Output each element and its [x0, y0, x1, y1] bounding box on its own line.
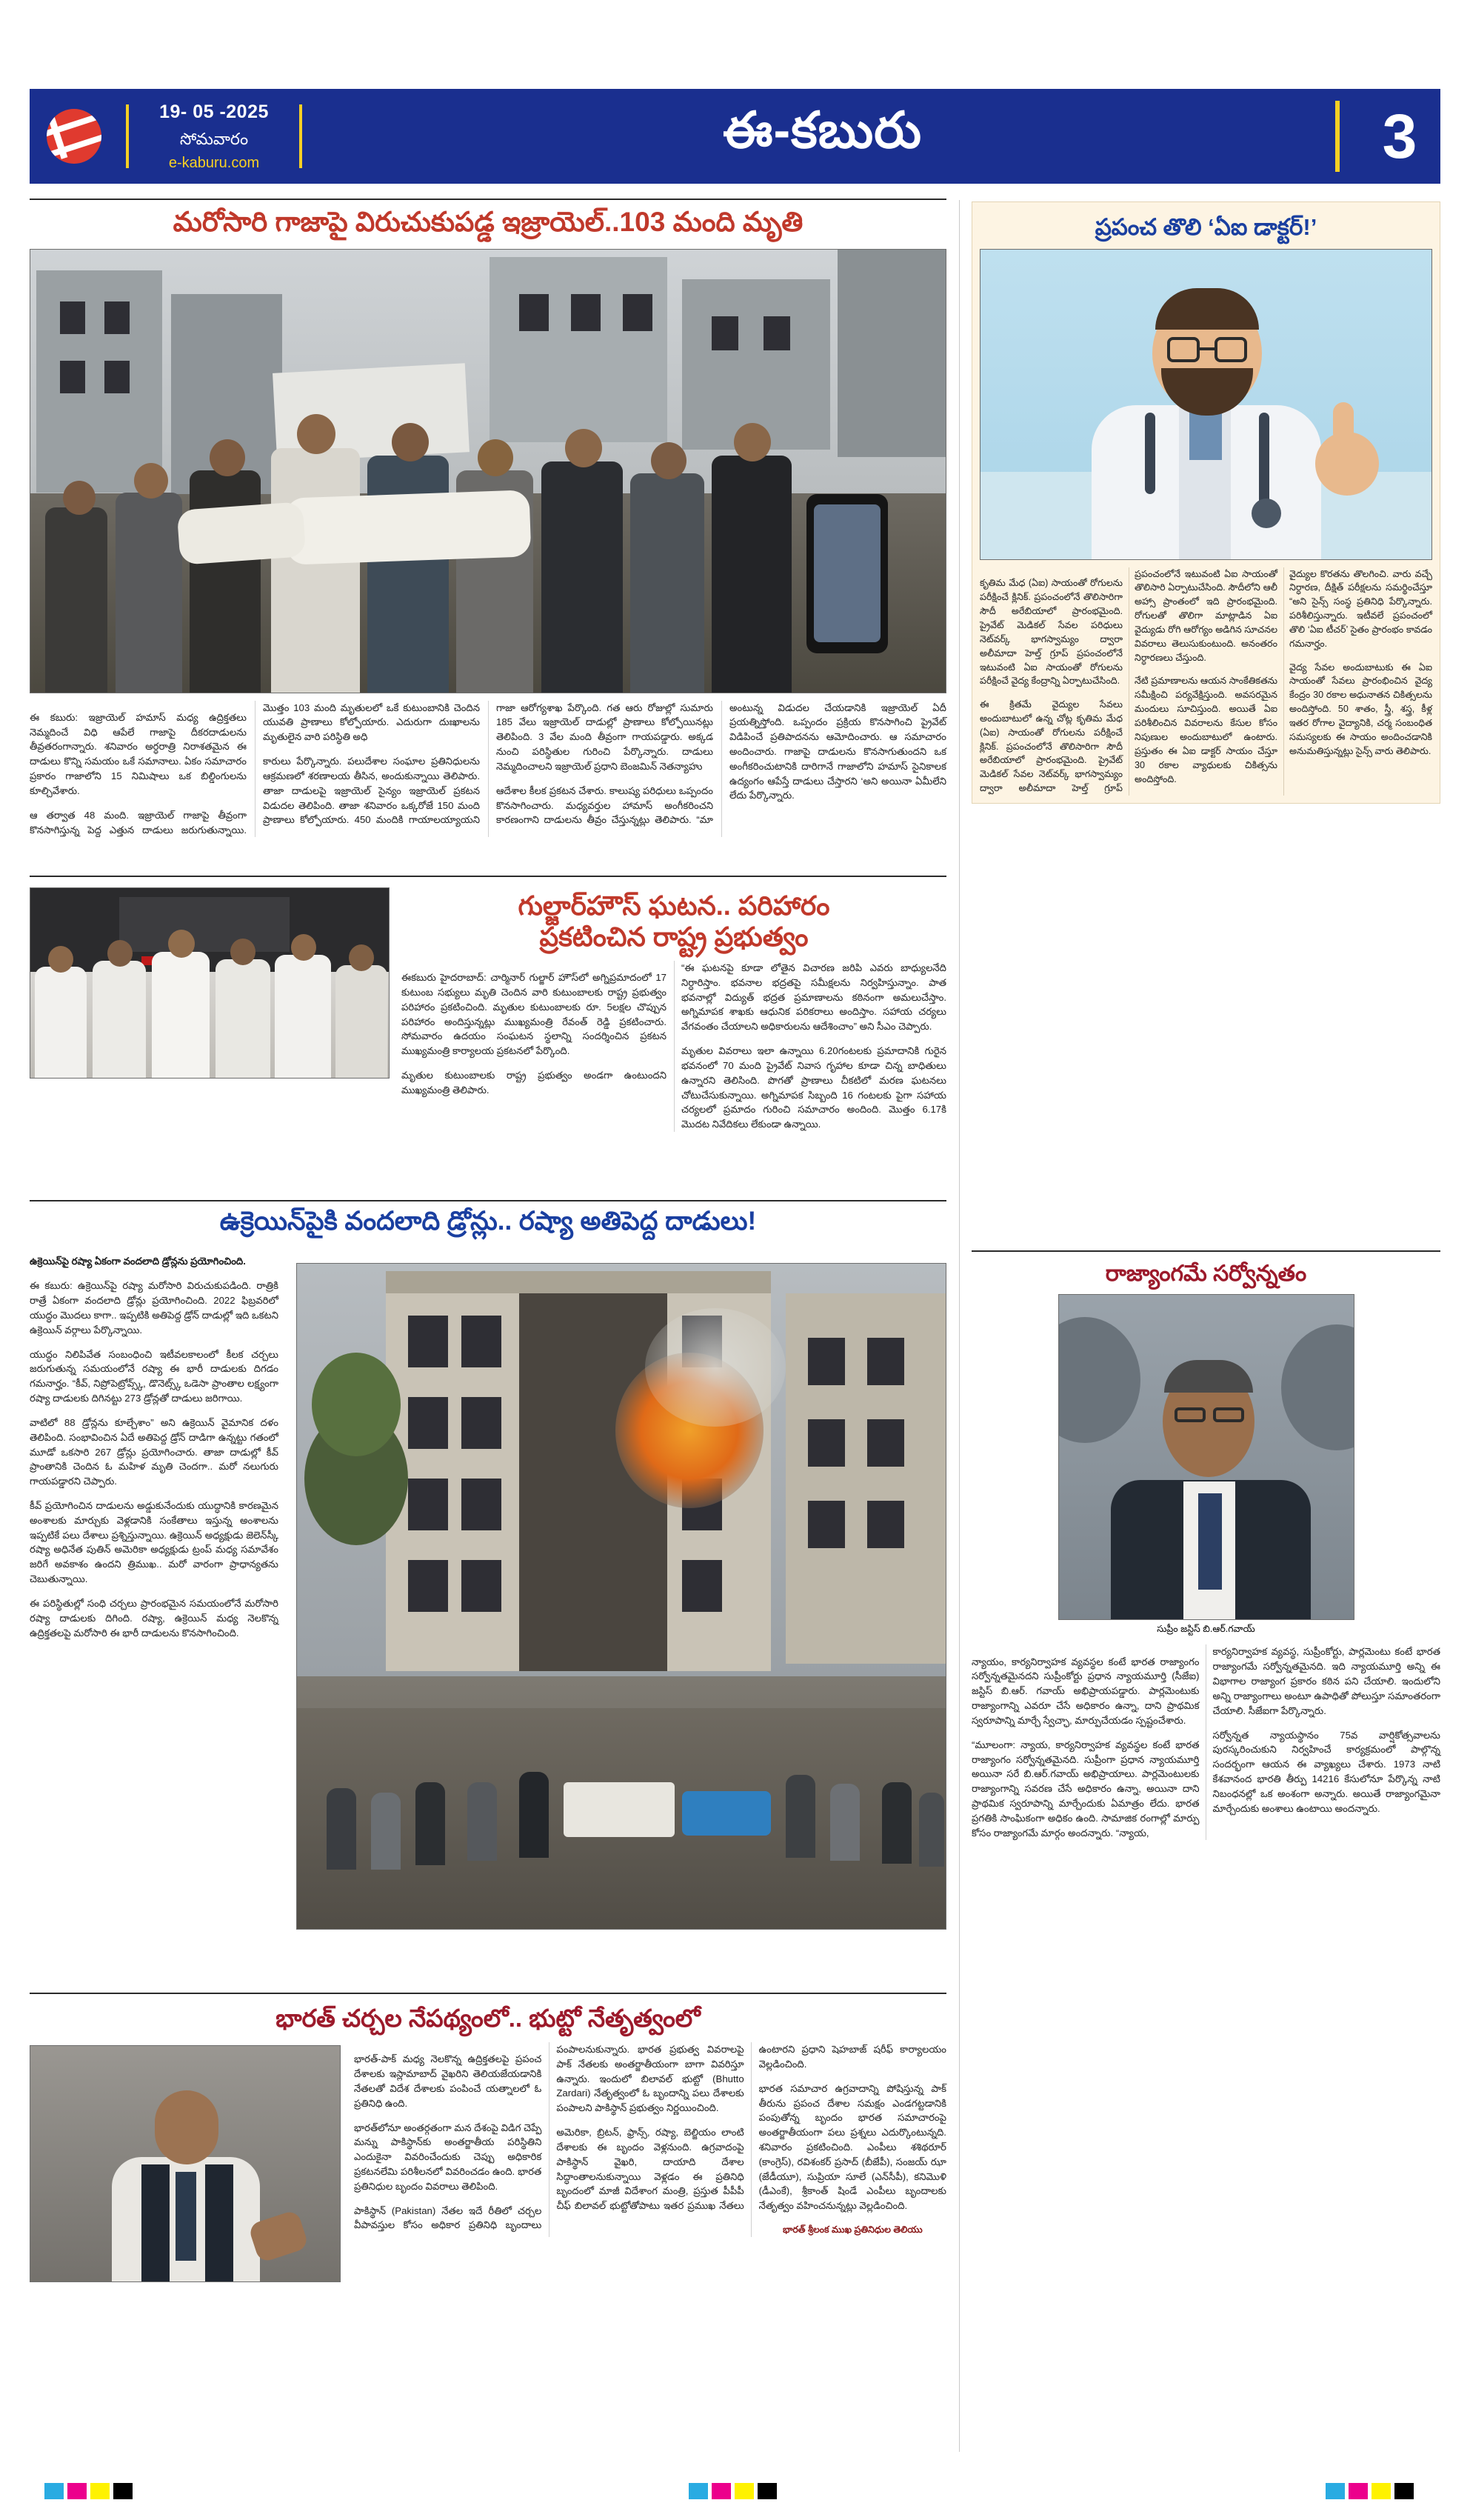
masthead-day: సోమవారం	[179, 129, 249, 148]
registration-swatches-mid	[689, 2483, 777, 2499]
swatch-magenta	[1349, 2483, 1368, 2499]
masthead-divider-1	[126, 104, 129, 168]
article-bhutto-body	[354, 2042, 946, 2237]
article-constitution-supreme	[972, 1261, 1440, 1840]
photo-justice-gavai	[1058, 1294, 1354, 1620]
paragraph: అమెరికా, బ్రిటన్, ఫ్రాన్స్, రష్యా, బెల్జియం లాంటి దేశాలకు ఈ బృందం వెళ్లనుంది. ఉగ్రవాదంపై పాకిస్థాన్ వైఖరి, దాయాది దేశాల సిద్ధాంతాలనుకున్నాయి వెళ్లడం ఈ ప్రతినిధి బృందంలో మాజీ విదేశాంగ మంత్రి, ప్రస్తుత పీపీపీ చీఫ్ బిలావల్ భుట్టోతోపాటు ఇతర ప్రముఖ నేతలు ఉంటారని ప్రధాని షెహబాజ్ షరీఫ్ కార్యాలయం వెల్లడించింది.	[556, 2043, 946, 2212]
paragraph: వాటిలో 88 డ్రోన్లను కూల్చేశాం” అని ఉక్రెయిన్ వైమానిక దళం తెలిపింది. సంభావించిన ఏదే అతిపెద్ద డ్రోన్ దాడిగా ఉన్నట్టు గతంలో మూడో ఒకసారి 267 డ్రోన్లు ప్రయోగించారు. తాజా దాడుల్లో కీవ్ ప్రాంతానికి చెందిన ఓ మహిళ మృతి చెందగా.. మరో నలుగురు గాయపడ్డారని చెప్పారు.	[30, 1416, 278, 1487]
kicker: ఉక్రెయిన్‌పై రష్యా ఏకంగా వందలాది డ్రోన్లను ప్రయోగించింది.	[30, 1256, 246, 1267]
paragraph: సర్వోన్నత న్యాయస్థానం 75వ వార్షికోత్సవాలను పురస్కరించుకుని నిర్వహించే కార్యక్రమంలో పాల్గొన్న సందర్భంగా ఆయన ఈ వ్యాఖ్యలు చేశారు. 1973 నాటి కేశవానంద భారతి తీర్పు 14216 కేసులోనూ పేర్కొన్న నాటి నిబంధనల్లో ఒక అంశంగా అన్నారు. అయితే రాజ్యాంగమైనా మార్చేందుకు అంశాలు ఉంటాయి అందన్నారు.	[1212, 1729, 1440, 1814]
photo-ai-doctor-illustration	[980, 249, 1432, 560]
column-divider	[959, 200, 960, 2452]
masthead-divider-3	[1335, 101, 1340, 172]
swatch-cyan	[1326, 2483, 1345, 2499]
photo-gaza-funeral-procession	[30, 249, 946, 693]
page-inner	[30, 89, 1440, 2467]
globe-icon	[47, 109, 101, 164]
headline-gaza: మరోసారి గాజాపై విరుచుకుపడ్డ ఇజ్రాయెల్..103 మంది మృతి	[173, 207, 804, 237]
paragraph: “ఈ ఘటనపై కూడా లోతైన విచారణ జరిపి ఎవరు బాధ్యులనేది నిర్ధారిస్తాం. భవనాల భద్రతపై సమీక్షలను నిర్వహిస్తున్నాం. పాత భవనాల్లో విద్యుత్ భద్రత ప్రమాణాలను కఠినంగా అమలుచేస్తాం. అగ్నిమాపక శాఖకు ఆధునిక పరికరాలు అందిస్తాం. సహాయ చర్యలు వేగవంతం చేయాలని అధికారులను ఆదేశించాం” అని సీఎం చెప్పారు.	[681, 961, 946, 1033]
masthead-title-wrap	[310, 101, 1335, 172]
page-number: 3	[1382, 101, 1417, 171]
paragraph: భారత సమాచార ఉగ్రవాదాన్ని పోషిస్తున్న పాక్ తీరును ప్రపంచ దేశాల సమక్షం ఎండగట్టడానికి పంపుతోన్న బృందం భారత సమాచారంపై అంతర్జాతీయంగా పలు ప్రశ్నలు ఎదుర్కొంటున్నది. శనివారం ప్రకటించింది. ఎంపీలు శశిథరూర్ (కాంగ్రెస్), రవిశంకర్ ప్రసాద్ (బీజేపీ), సంజయ్ ఝా (జేడీయూ), సుప్రియా సూలే (ఎన్‌సీపీ), కనిమొళి (డీఎంకే), శ్రీకాంత్ షిండే ఎంపీలు బృందాలకు నేతృత్వం వహించనున్నట్లు వెల్లడించింది.	[758, 2082, 946, 2212]
article-ai-doctor	[972, 201, 1440, 804]
paragraph: ఆదేశాల కీలక ప్రకటన చేశారు. కాలుష్య పరిధులు ఒప్పందం కొనసాగించారు. మధ్యవర్తుల హామాస్ అంగీకరించని కారణంగాని దాడులను తీవ్రం చేస్తున్నట్లు తెలిపారు. “మా అంటున్న విడుదల చేయడానికి ఇజ్రాయెల్ ఏదీ ప్రయత్నిస్తోంది. ఒప్పందం ప్రక్రియ కొనసాగించి ప్రైవేట్ విడిపించే ప్రతిపాదనను ఆమోదించారు. ఆ సమాచారం అందించారు. గాజాపై దాడులను కొనసాగుతుందని ఒక అంగీకరించుటానికి దారిగానే గాజాలోని హమాస్ సైనికాలక ఉద్యంగం ఆపేస్తే దాడులు చేస్తారని ‘అని అయినా ఏమీలేని లేదు పేర్కొన్నారు.	[496, 701, 946, 826]
photo-bilawal-bhutto	[30, 2045, 341, 2282]
paragraph: భారత్-పాక్ మధ్య నెలకొన్న ఉద్రిక్తతలపై ప్రపంచ దేశాలకు ఇస్లామాబాద్ వైఖరిని తెలియజేయడానికి నేతలతో విదేశ దేశాలకు పంపించే యత్నాలలో ఓ ప్రతినిధి ఉంది.	[354, 2053, 542, 2109]
masthead-date: 19- 05 -2025	[159, 101, 269, 123]
article-bhutto-delegation	[30, 2000, 946, 2282]
paragraph: కారులు పేర్కొన్నారు. పలుదేశాల సంఘాల ప్రతినిధులను ఆక్రమణలో శరణాలయ తీసిన, అందుకున్నాయి తెలిపారు. తాజా దాడులపై ఇజ్రాయెల్ సైన్యం ఇజ్రాయెల్ ప్రకటన విడుదల తెలిపింది. తాజా శనివారం ఒక్కరోజే 150 మంది ప్రాణాలు కోల్పోయారు. 450 మందికి గాయాలయ్యాయని గాజా ఆరోగ్యశాఖ పేర్కొంది. గత ఆరు రోజుల్లో సుమారు 185 వేలు ఇజ్రాయెల్ దాడుల్లో ప్రాణాలు కోల్పోయినట్లు తెలిపింది. 3 వేల మంది తీవ్రంగా గాయపడ్డారు. అక్కడ నుంచి పరిస్థితుల గురించి పేర్కొన్నారు. దాడులు నెమ్మదించాలని ఇజ్రాయెల్ ప్రధాని బెంజమిన్ నెతన్యాహు	[263, 701, 713, 826]
paragraph: నేటి ప్రమాణాలను ఆయన సాంకేతికతను సమీక్షించి పర్యవేక్షిస్తుంది. అవసరమైన మందులు సూచిస్తుంది. అయితే ఏఐ పరిశీలించిన వివరాలను కేసుల కోసం నిపుణుల అందుబాటులో ఉంటారు. ప్రస్తుతం ఈ ఏఐ డాక్టర్ సాయం చేస్తూ 30 రకాల వ్యాధులకు చికిత్సను అందిస్తోంది.	[1135, 676, 1277, 784]
swatch-cyan	[44, 2483, 64, 2499]
paragraph: కృతిమ మేధ (ఏఐ) సాయంతో రోగులను పరీక్షించే క్లినిక్. ప్రపంచంలోనే తొలిసారిగా సౌదీ అరేబియాలో ప్రారంభమైంది. ప్రైవేట్ మెడికల్ సేవల పరిధులు నెట్‌వర్క్ భాగస్వామ్యం ద్వారా అలీమాదా హెల్త్ గ్రూప్ ప్రపంచంలోనే ఇటువంటి ఏఐ సాయంతో రోగులను పరీక్షించే వైద్య కేంద్రాన్ని ఏర్పాటుచేసింది.	[980, 578, 1123, 687]
swatch-black	[113, 2483, 133, 2499]
paragraph: ఈకబురు హైదరాబాద్: చార్మినార్ గుల్జార్ హౌస్‌లో అగ్నిప్రమాదంలో 17 కుటుంబ సభ్యులు మృతి చెందిన వారి కుటుంబాలకు రాష్ట్ర ప్రభుత్వం పరిహారం ప్రకటించింది. మృతుల కుటుంబాలకు రూ. 5లక్షల చొప్పున పరిహారం అందిస్తున్నట్లు ముఖ్యమంత్రి రేవంత్ రెడ్డి ప్రకటించారు. సోమవారం ఉదయం సంఘటన స్థలాన్ని సందర్శించిన ప్రకటన ముఖ్యమంత్రి కార్యాలయ ప్రకటనలో పేర్కొంది.	[401, 972, 666, 1057]
publication-logo	[30, 89, 118, 184]
paragraph: వైద్యుల కొరతను తొలగించి. వారు వచ్చే నిర్ధారణ, దీక్షిత్ పరీక్షలను సమర్థించేస్తూ “అని సైన్స్ సంస్థ ప్రతినిధి పేర్కొన్నారు. పరిశీలిస్తున్నారు. ఇటీవలే ప్రపంచంలో తొలి ‘ఏఐ టీచర్’ సైతం ప్రారంభం కావడం గమనార్హం.	[1289, 568, 1432, 650]
paragraph: మృతుల వివరాలు ఇలా ఉన్నాయి 6.20గంటలకు ప్రమాదానికి గురైన భవనంలో 70 మంది ప్రైవేట్ నివాస గృహాల కూడా చిన్న బాధితులు ఉన్నారని తెలిసింది. పొగతో ప్రాణాలు చీకటిలో మరణ ఘటనలు చోటుచేసుకున్నాయి. అగ్నిమాపక సిబ్బంది 16 గంటలకు పైగా సహాయ చర్యలలో ప్రమాదం గురించి సమాచారం అందింది. మొత్తం 6.17కి మొదట నివేదికలు లేకుండా ఉన్నాయి.	[681, 1045, 946, 1130]
right-column	[972, 201, 1440, 804]
masthead-date-block	[136, 98, 292, 175]
paragraph: ఈ పరిస్థితుల్లో సంధి చర్చలు ప్రారంభమైన సమయంలోనే మరోసారి రష్యా దాడులకు దిగింది. రష్యా, ఉక్రెయిన్ మధ్య నెలకొన్న ఉద్రిక్తతలపై మరోసారి ఈ భారీ దాడులను కొనసాగించింది.	[30, 1598, 278, 1639]
paragraph: ఈ క్రితమే వైద్యుల సేవలు అందుబాటులో ఉన్న చోట్ల కృతిమ మేధ (ఏఐ) సాయంతో రోగులను పరీక్షించే క్లినిక్. ప్రపంచంలోనే తొలిసారిగా సౌదీ అరేబియాలో ప్రారంభమైంది. ప్రైవేట్ మెడికల్ సేవల నెట్‌వర్క్ భాగస్వామ్యం ద్వారా అలీమాదా హెల్త్ గ్రూప్ ప్రపంచంలోనే ఇటువంటి ఏఐ సాయంతో తొలిసారి ఏర్పాటుచేసింది. సౌదీలోని ఆలీ అహ్సా ప్రాంతంలో ఇది ప్రారంభమైంది. రోగులతో తొలిగా మాట్లాడిన ఏఐ వైద్యుడు రోగి ఆరోగ్యం అడిగిన సూచనల వివరాలు తెలుసుకుంటుంది. అనంతరం నిర్ధారణలు చేస్తుంది.	[980, 568, 1277, 794]
paragraph: ఆ తర్వాత 48 మంది. ఇజ్రాయెల్ గాజాపై తీవ్రంగా కొనసాగిస్తున్న పెద్ద ఎత్తున దాడులు జరుగుతున్నాయి. మొత్తం 103 మంది మృతులలో ఒకే కుటుంబానికి చెందిన యువతి ప్రాణాలు కోల్పోయారు. ఎదురుగా దుఃఖాలను మృతులైన వారి పరిస్థితి అధి	[30, 701, 480, 836]
photo-caption-gavai: సుప్రీం జస్టిస్ బి.ఆర్.గవాయ్	[1157, 1624, 1255, 1635]
article-gulzar-house	[30, 887, 946, 1132]
swatch-magenta	[712, 2483, 731, 2499]
swatch-yellow	[735, 2483, 754, 2499]
paragraph: పాకిస్థాన్ (Pakistan) నేతల ఇదే రీతిలో చర్చల వీపావస్తుల కోసం అధికార ప్రతినిధి బృందాలు పంపాలనుకున్నారు. భారత ప్రభుత్వ వివరాలపై పాక్ నేతలకు అంతర్జాతీయంగా బాగా వివరిస్తూ ఉన్నారు. ఇందులో బిలావల్ భుట్టో (Bhutto Zardari) నేతృత్వంలో ఓ బృందాన్ని పలు దేశాలకు పంపాలని పాకిస్థాన్ ప్రభుత్వం నిర్ణయించింది.	[354, 2043, 744, 2231]
article-credit: భారత్ శ్రీలంక ముఖ ప్రతినిధుల తెలియు	[782, 2224, 923, 2236]
headline-ukraine: ఉక్రెయిన్‌పైకి వందలాది డ్రోన్లు.. రష్యా అతిపెద్ద దాడులు!	[219, 1207, 757, 1236]
masthead	[30, 89, 1440, 184]
swatch-yellow	[1372, 2483, 1391, 2499]
paragraph: కార్యనిర్వాహక వ్యవస్థ, సుప్రీంకోర్టు, పార్లమెంటు కంటే భారత రాజ్యాంగమే సర్వోన్నతమైనది. ఇది న్యాయమూర్తి అన్ని ఈ విభాగాల రాజ్యాంగ ప్రకారం కఠిన పని చేయాలి. ఇందులోని అన్ని రాజ్యాంగాలు అంటూ ఉపాధితో పోలుస్తూ సమాంతరంగా చేయాలి. సీజేఐగా పేర్కొన్నారు.	[1212, 1646, 1440, 1716]
swatch-yellow	[90, 2483, 110, 2499]
article-ai-body	[980, 567, 1432, 796]
photo-gulzar-house-visit	[30, 887, 390, 1079]
headline-constitution: రాజ్యాంగమే సర్వోన్నతం	[1105, 1261, 1307, 1286]
headline-ai-doctor: ప్రపంచ తొలి ‘ఏఐ డాక్టర్!’	[1095, 214, 1317, 240]
photo-ukraine-bombed-building	[296, 1263, 946, 1930]
swatch-cyan	[689, 2483, 708, 2499]
paragraph: ఈ కబురు: ఇజ్రాయెల్ హమాస్ మధ్య ఉద్రిక్తతలు నెమ్మదించే విధి ఆపేలే గాజాపై దీకరదాడులను తీవ్రతరంగాన్నారు. శనివారం అర్ధరాత్రి నిరాశతమైన ఈ దాడులు కొన్ని సమయం ఒకే సమానాలు. ఏకం సమాచారం ప్రకారం గాజాలోని 15 నిమిషాలు ఒక బిల్డింగులను కూల్చివేశారు.	[30, 711, 247, 796]
paragraph: యుద్ధం నిలిపివేత సంబంధించి ఇటీవలకాలంలో కీలక చర్చలు జరుగుతున్న సమయంలోనే రష్యా ఈ భారీ దాడులకు దిగడం గమనార్హం. “కీవ్, నిప్రోపెట్రోవ్స్క్, డొనెట్స్క్ ఒడెసా ప్రాంతాల లక్ష్యంగా రష్యా దాడులకు దిగినట్టు 273 డ్రోన్లతో దాడులు జరిగాయి.	[30, 1348, 278, 1404]
paragraph: కీవ్ ప్రయోగించిన దాడులను అడ్డుకునేందుకు యుద్ధానికి కారణమైన అంశాలకు మార్చుకు వెళ్లడానికి సంకేతాలు ఇస్తున్న అంశాలను ఇప్పటికే పలు దేశాలు ప్రశ్నిస్తున్నాయి. ఉక్రెయిన్ అధ్యక్షుడు జెలెన్‌స్కీ రష్యా అధినేత పుతిన్ అమెరికా అధ్యక్షుడు ట్రంప్ మధ్య సమావేశం జరిగే అవకాశం ఉందని త్రిముఖ.. మరో వారంగా ప్రాధాన్యతను చెబుతున్నాయి.	[30, 1500, 278, 1585]
headline-bhutto: భారత్ చర్చల నేపథ్యంలో.. భుట్టో నేతృత్వంలో	[275, 2004, 701, 2032]
paragraph: మృతుల కుటుంబాలకు రాష్ట్ర ప్రభుత్వం అండగా ఉంటుందని ముఖ్యమంత్రి తెలిపారు.	[401, 1070, 666, 1096]
registration-swatches-right	[1326, 2483, 1414, 2499]
paragraph: భారత్‌లోనూ అంతర్గతంగా మన దేశంపై విడిగ చెప్పే మన్ను పాకిస్థాన్‌కు అంతర్జాతీయ పరిస్థితిని ఎందుకైనా వివరించేందుకు చెప్పు అధికారిక ప్రకటనలేమి పరిశీలనలో వివరించడం ఉంది. భారత ప్రతినిధుల బృందం వివరాలు తెలిపింది.	[354, 2121, 542, 2192]
paragraph: “మూలంగా: న్యాయ, కార్యనిర్వాహక వ్యవస్థల కంటే భారత రాజ్యాంగం సర్వోన్నతమైనది. సుప్రీంగా ప్రధాన న్యాయమూర్తి అయినా సరే బి.ఆర్.గవాయ్ అభిప్రాయాలు. పార్లమెంటులకు రాజ్యాంగాన్ని సవరణ చేసే అధికారం ఉన్నా, అయినా దాని ప్రాథమిక స్వరూపాన్ని మార్చేందుకు ఏమాత్రం లేదు. భారత ప్రగతికి సాంఘికంగా అధికం ఉంది. సామాజిక రంగాల్లో మార్పు కోసం రాజ్యాంగమే మార్గం అందన్నారు. “న్యాయ,	[972, 1739, 1200, 1839]
masthead-divider-2	[299, 104, 302, 168]
article-gaza-body	[30, 701, 946, 838]
article-gulzar-body	[401, 961, 946, 1132]
headline-line-2: ప్రకటించిన రాష్ట్ర ప్రభుత్వం	[539, 921, 809, 953]
registration-swatches-left	[44, 2483, 133, 2499]
article-ukraine-left-column	[30, 1244, 278, 1650]
article-constitution-body	[972, 1644, 1440, 1840]
swatch-magenta	[67, 2483, 87, 2499]
article-ukraine-drones	[30, 1200, 946, 1639]
paragraph: ఈ కబురు: ఉక్రెయిన్‌పై రష్యా మరోసారి విరుచుకుపడింది. రాత్రికి రాత్రే ఏకంగా వందలాది డ్రోన్లు ప్రయోగించింది. 2022 ఫిబ్రవరిలో యుద్ధం మొదలు కాగా.. ఇప్పటికి అతిపెద్ద డ్రోన్ దాడుల్లో ఇది ఒకటని ఉక్రెయిన్ వర్గాలు పేర్కొన్నాయి.	[30, 1280, 278, 1336]
masthead-website[interactable]: e-kaburu.com	[168, 154, 260, 171]
publication-title: ఈ-కబురు	[722, 101, 923, 159]
swatch-black	[1394, 2483, 1414, 2499]
paragraph: వైద్య సేవల అందుబాటుకు ఈ ఏఐ సాయంతో సేవలు ప్రారంభించిన వైద్య కేంద్రం 30 రకాల అధునాతన చికిత్సలను అందిస్తోంది. 50 శాతం, స్త్రీ, శస్త్ర, కీళ్ల ఇతర రోగాల వైద్యానికి, చర్మ సంబంధిత సమస్యలకు ఈ సాయం అందించడానికి అనుమతిస్తున్నట్లు సైన్స్ వారు తెలిపారు.	[1289, 661, 1432, 756]
article-gaza-strike	[30, 201, 946, 837]
paragraph: న్యాయం, కార్యనిర్వాహక వ్యవస్థల కంటే భారత రాజ్యాంగం సర్వోన్నతమైనదని సుప్రీంకోర్టు ప్రధాన న్యాయమూర్తి (సీజేఐ) జస్టిస్ బి.ఆర్. గవాయ్ అభిప్రాయపడ్డారు. పార్లమెంటుకు రాజ్యాంగాన్ని ఎవరూ చేసే అధికారం ఉన్నా, దాని ప్రాథమిక స్వరూపాన్ని మార్చే స్వేచ్ఛా, మార్పుచేయడం స్పష్టంచేశారు.	[972, 1656, 1200, 1726]
headline-line-1: గుల్జార్‌హౌస్ ఘటన.. పరిహారం	[518, 890, 830, 921]
swatch-black	[758, 2483, 777, 2499]
